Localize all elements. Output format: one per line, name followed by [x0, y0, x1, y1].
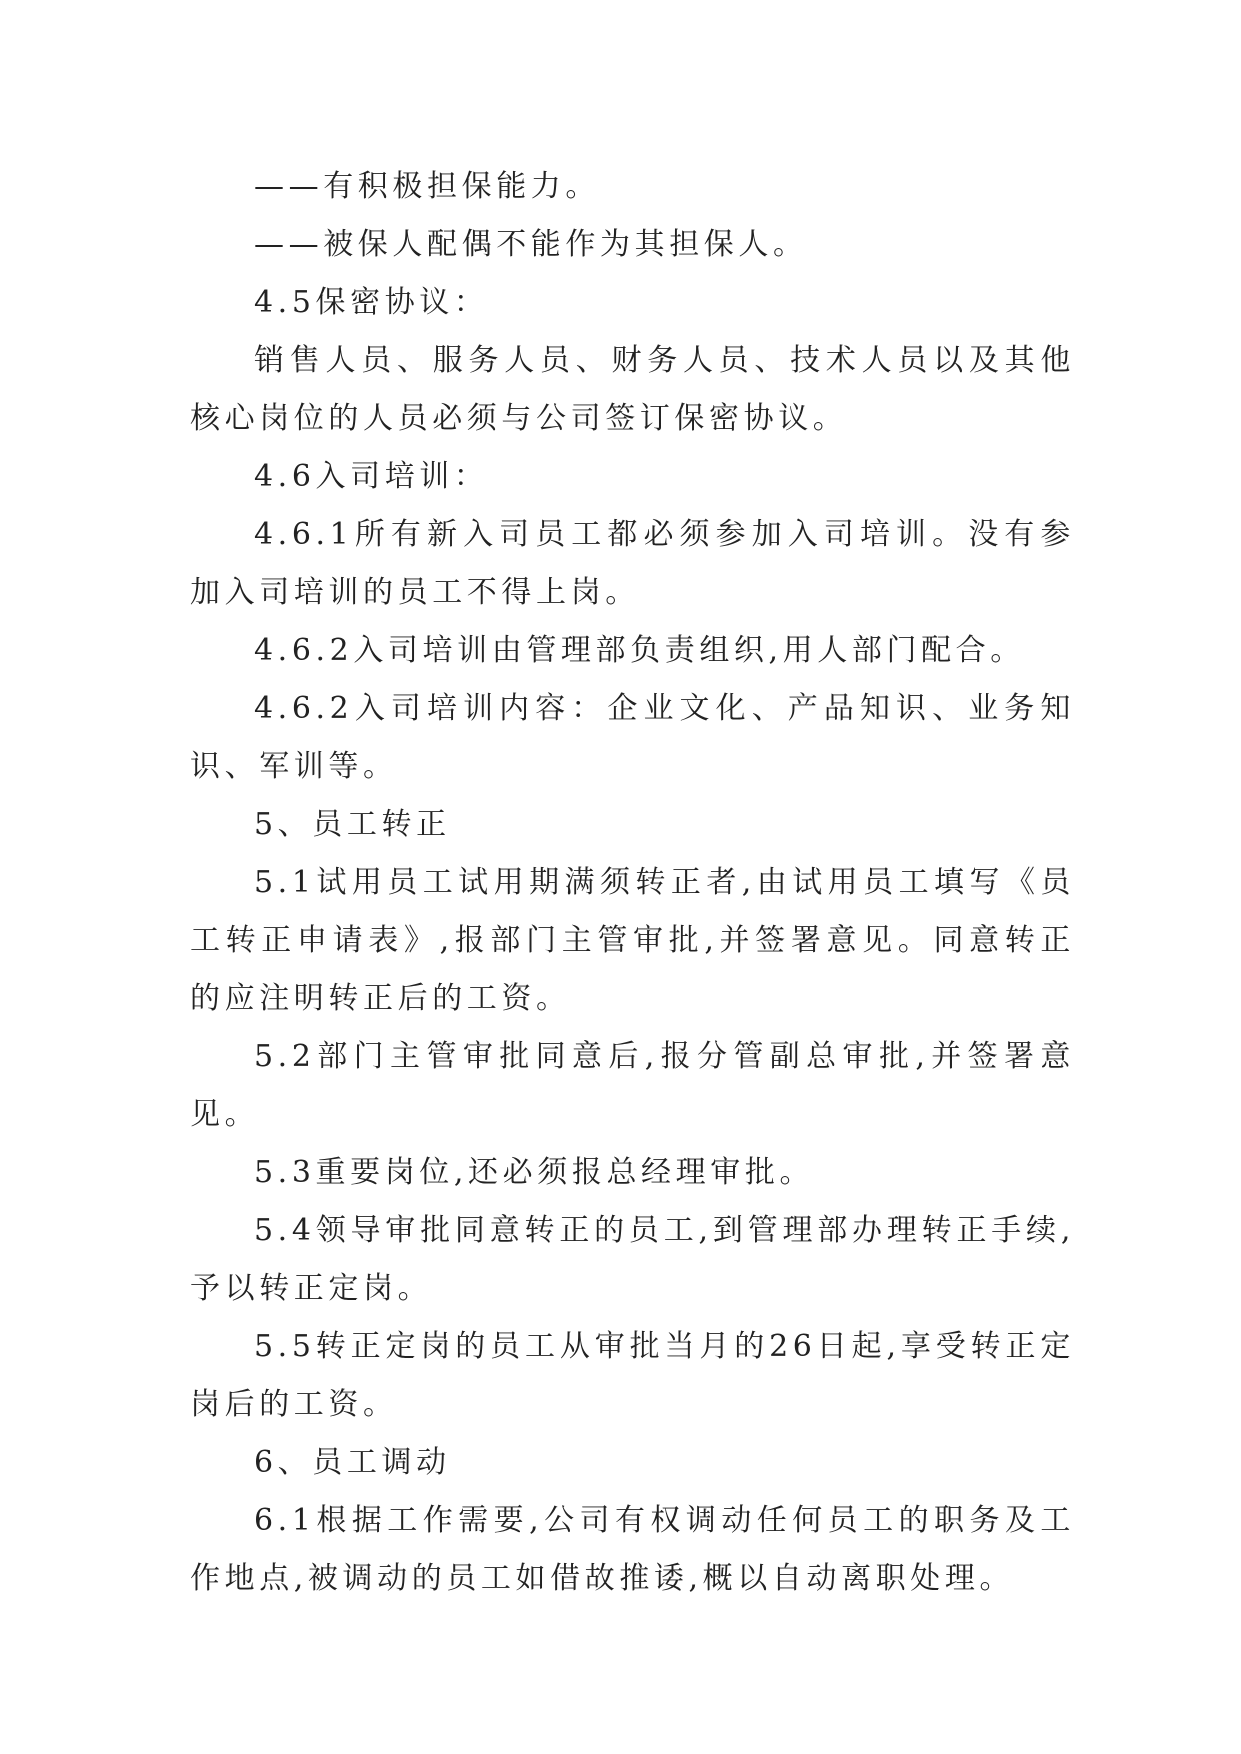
heading-onboarding-training: 4.6入司培训： [254, 459, 489, 494]
paragraph-regularization-application: 5.1试用员工试用期满须转正者,由试用员工填写《员工转正申请表》,报部门主管审批,并签署意见。同意转正的应注明转正后的工资。 [190, 865, 1075, 1016]
paragraph-training-content: 4.6.2入司培训内容：企业文化、产品知识、业务知识、军训等。 [190, 691, 1075, 784]
document-body [190, 158, 1075, 1608]
heading-employee-transfer: 6、员工调动 [254, 1445, 451, 1480]
paragraph-regularization-gm-approval: 5.3重要岗位,还必须报总经理审批。 [254, 1155, 815, 1190]
paragraph-confidentiality: 销售人员、服务人员、财务人员、技术人员以及其他核心岗位的人员必须与公司签订保密协议。 [190, 343, 1075, 436]
paragraph-guarantee-ability: ——有积极担保能力。 [254, 169, 600, 204]
paragraph-training-required: 4.6.1所有新入司员工都必须参加入司培训。没有参加入司培训的员工不得上岗。 [190, 517, 1075, 610]
heading-confidentiality-agreement: 4.5保密协议： [254, 285, 489, 320]
paragraph-training-organizer: 4.6.2入司培训由管理部负责组织,用人部门配合。 [254, 633, 1025, 668]
paragraph-transfer-policy: 6.1根据工作需要,公司有权调动任何员工的职务及工作地点,被调动的员工如借故推诿,概以自动离职处理。 [190, 1503, 1075, 1596]
paragraph-regularization-salary: 5.5转正定岗的员工从审批当月的26日起,享受转正定岗后的工资。 [190, 1329, 1075, 1422]
paragraph-guarantee-spouse: ——被保人配偶不能作为其担保人。 [254, 227, 808, 262]
heading-employee-regularization: 5、员工转正 [254, 807, 451, 842]
paragraph-regularization-procedure: 5.4领导审批同意转正的员工,到管理部办理转正手续,予以转正定岗。 [190, 1213, 1075, 1306]
paragraph-regularization-vp-approval: 5.2部门主管审批同意后,报分管副总审批,并签署意见。 [190, 1039, 1075, 1132]
